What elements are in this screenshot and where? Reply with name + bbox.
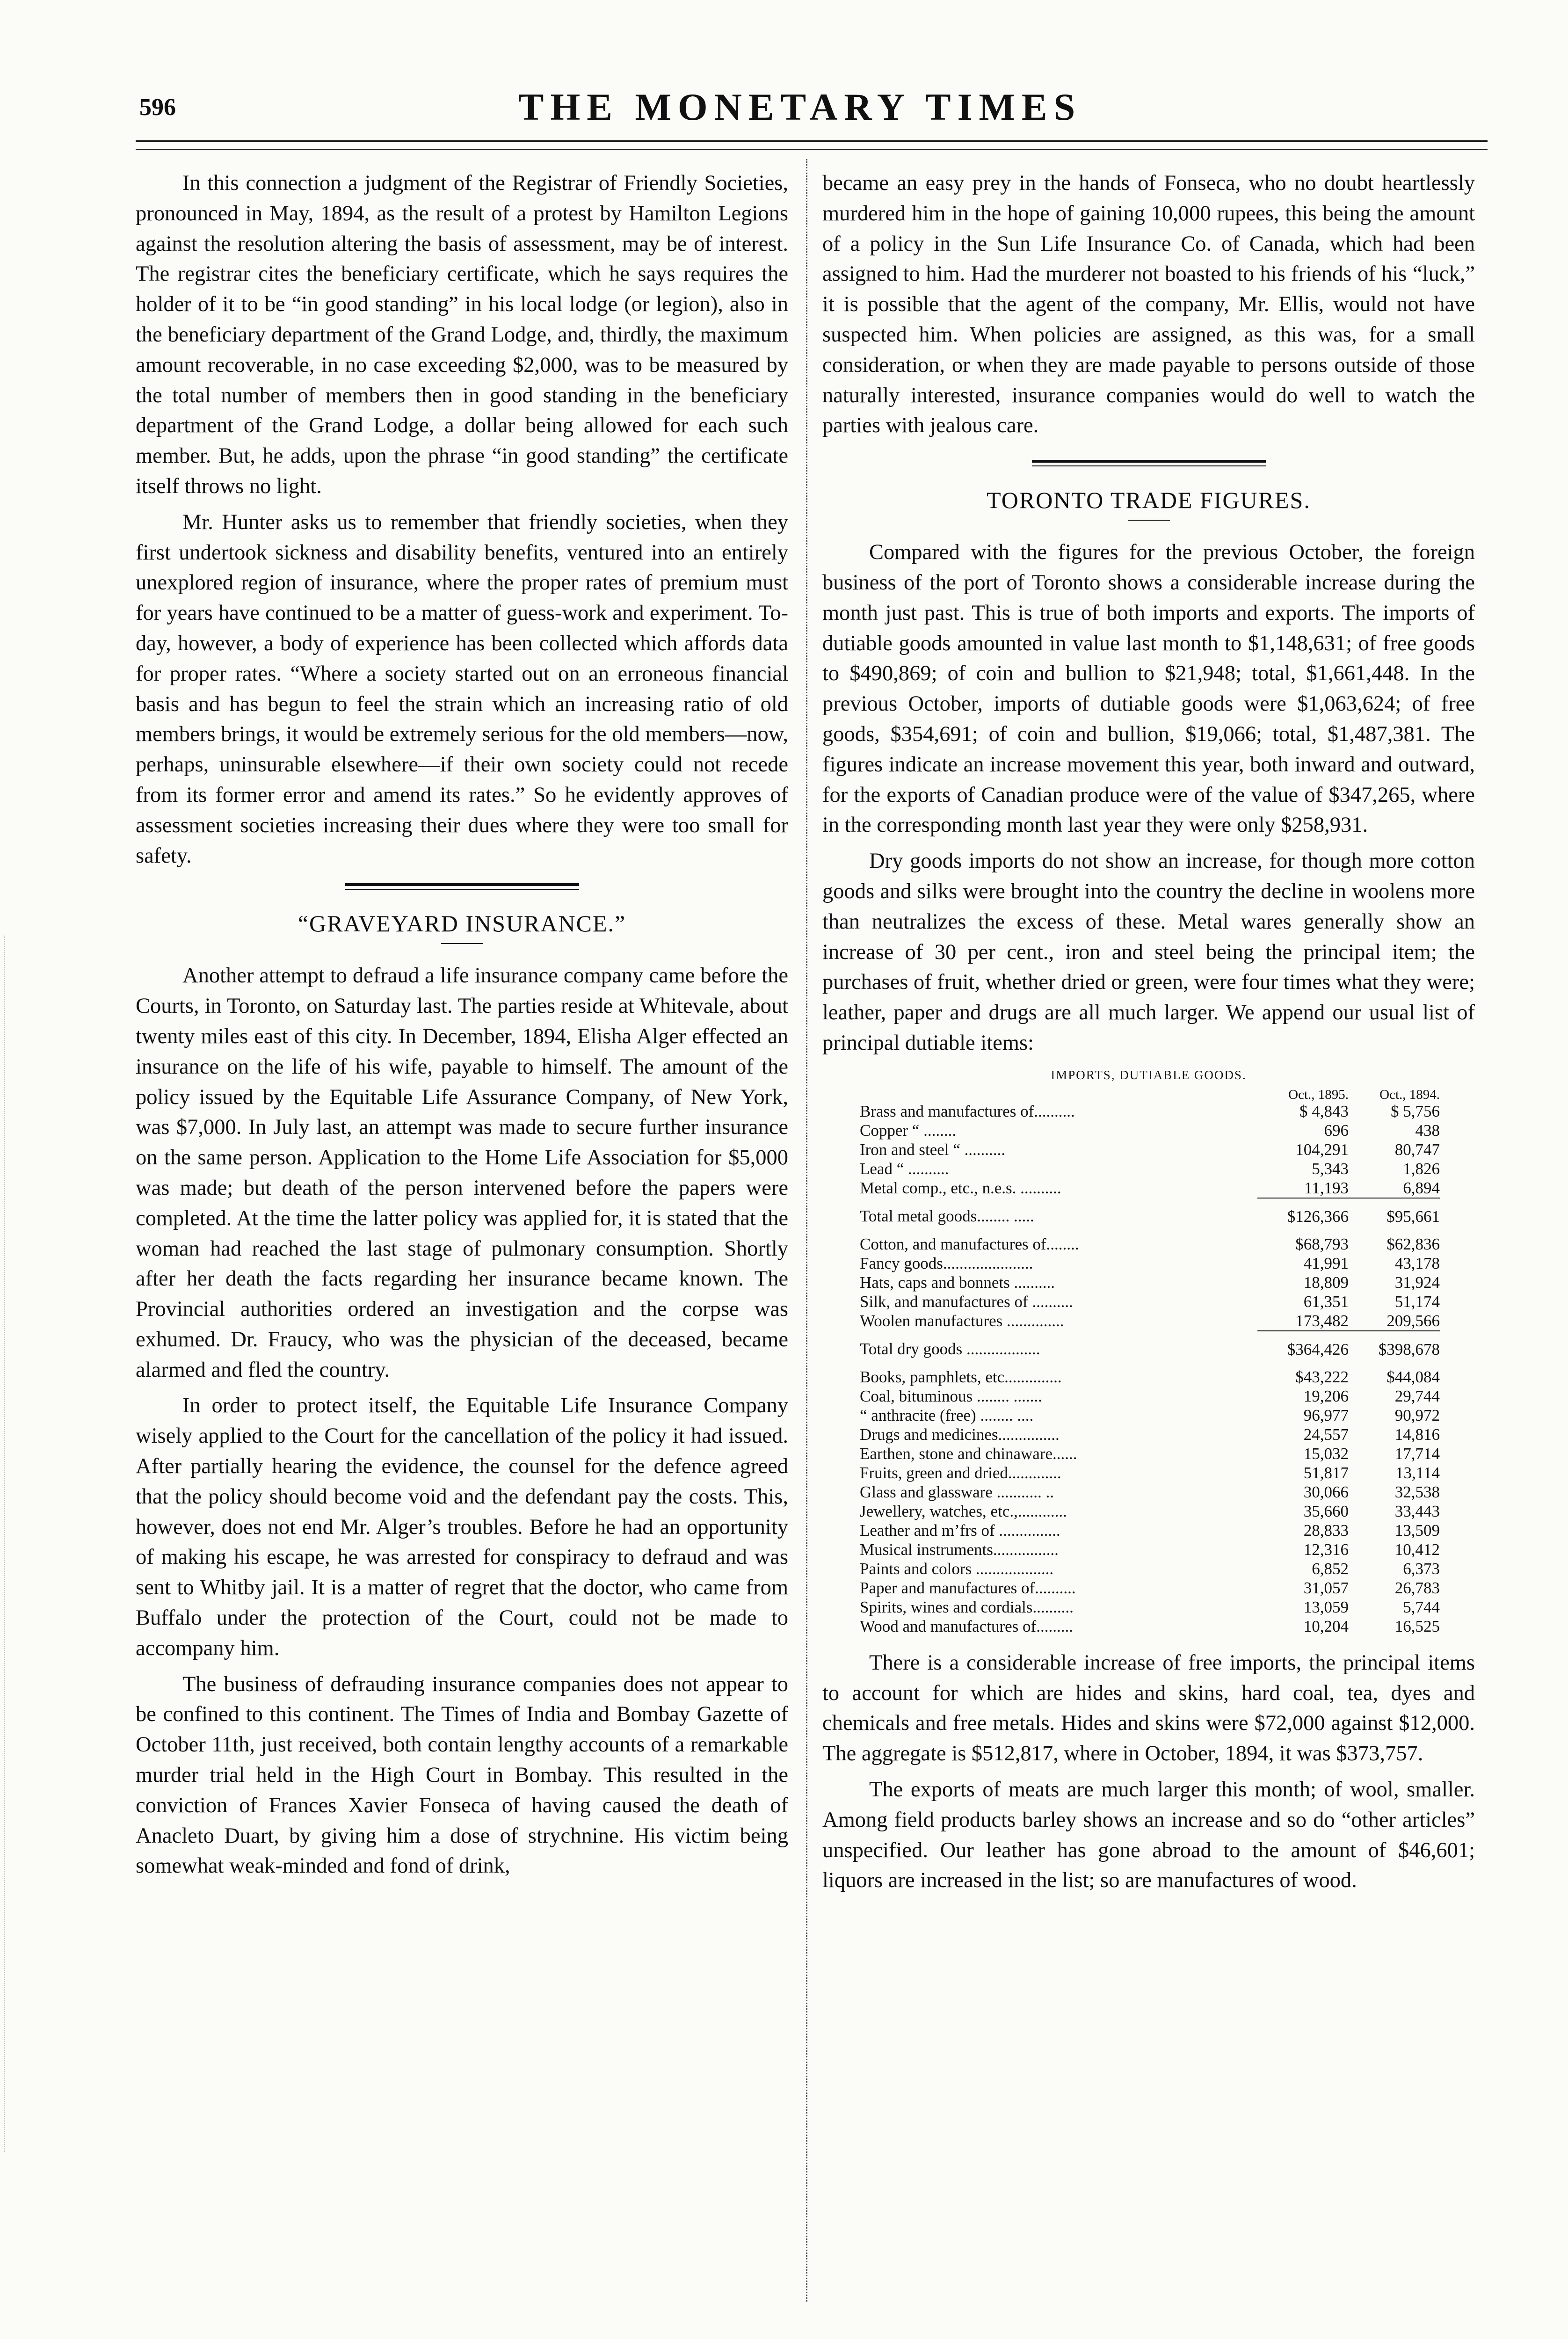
table-body (860, 1102, 1440, 1636)
value-1894: 1,826 (1403, 1159, 1440, 1178)
row-label: Metal comp., etc., n.e.s. .......... (860, 1178, 1061, 1197)
value-1894: 17,714 (1394, 1444, 1440, 1463)
table-row (860, 1559, 1440, 1578)
page-number: 596 (139, 94, 176, 121)
section-heading: “GRAVEYARD INSURANCE.” (298, 910, 626, 937)
header-rule-thin (136, 149, 1488, 150)
table-total-row (860, 1331, 1440, 1367)
table-row (860, 1367, 1440, 1387)
value-1895: $126,366 (1257, 1198, 1349, 1235)
value-1894: $44,084 (1387, 1367, 1440, 1386)
row-label: Total dry goods .................. (860, 1339, 1040, 1358)
value-1895: 173,482 (1295, 1311, 1349, 1330)
paragraph: The exports of meats are much larger this month; of wool, smaller. Among field products barley shows an increase and so do “other articles” unspecified. Our leather has gone abroad to the amount of $46,601; liquors are increased in the list; so are manufactures of wood. (822, 1777, 1475, 1893)
value-1895: 13,059 (1303, 1598, 1349, 1616)
column-divider (806, 159, 807, 2302)
row-label: Fruits, green and dried............. (860, 1463, 1061, 1482)
row-label: Wood and manufactures of......... (860, 1617, 1073, 1635)
section-separator (345, 883, 579, 890)
row-label: Cotton, and manufactures of........ (860, 1235, 1079, 1253)
right-column (822, 168, 1475, 1902)
value-1894: 90,972 (1394, 1406, 1440, 1424)
row-label: Silk, and manufactures of .......... (860, 1292, 1073, 1311)
value-1895: 11,193 (1304, 1178, 1349, 1197)
table-row (860, 1387, 1440, 1406)
table-row (860, 1406, 1440, 1425)
table-title: IMPORTS, DUTIABLE GOODS. (1051, 1068, 1247, 1082)
section-separator (1032, 460, 1266, 466)
heading-dash (1128, 520, 1170, 521)
value-1894: $95,661 (1349, 1198, 1440, 1235)
value-1895: 35,660 (1303, 1502, 1349, 1520)
table-row (860, 1521, 1440, 1540)
row-label: Glass and glassware ........... .. (860, 1482, 1054, 1501)
value-1895: $43,222 (1295, 1367, 1349, 1386)
table-row (860, 1482, 1440, 1502)
row-label: Drugs and medicines............... (860, 1425, 1060, 1444)
value-1894: 32,538 (1394, 1482, 1440, 1501)
table-row (860, 1617, 1440, 1636)
row-label: Brass and manufactures of.......... (860, 1102, 1075, 1120)
value-1894: 13,509 (1394, 1521, 1440, 1540)
paragraph: In order to protect itself, the Equitable Life Insurance Company wisely applied to the Court for the cancellation of the policy it had issued. After partially hearing the evidence, the counsel for the defence agreed that the policy should become void and the defendant pay the costs. This, however, does not end Mr. Alger’s troubles. Before he had an opportunity of making his escape, he was arrested for conspiracy to defraud and was sent to Whitby jail. It is a matter of regret that the doctor, who came from Buffalo under the protection of the Court, could not be made to accompany him. (136, 1394, 788, 1660)
row-label: Fancy goods...................... (860, 1254, 1033, 1272)
value-1895: 696 (1324, 1121, 1349, 1140)
column-header: Oct., 1895. (1288, 1087, 1349, 1102)
paragraph: In this connection a judgment of the Registrar of Friendly Societies, pronounced in May, 1894, as the result of a protest by Hamilton Legions against the resolution altering the basis of assessment, may be of interest. The registrar cites the beneficiary certificate, which he says requires the holder of it to be “in good standing” in his local lodge (or legion), also in the beneficiary department of the Grand Lodge, and, thirdly, the maximum amount recoverable, in no case exceeding $2,000, was to be measured by the total number of members then in good standing in the beneficiary department of the Grand Lodge, a dollar being allowed for each such member. But, he adds, upon the phrase “in good standing” the certificate itself throws no light. (136, 171, 788, 498)
table-row (860, 1463, 1440, 1482)
table-total-row (860, 1198, 1440, 1235)
paragraph: became an easy prey in the hands of Fonseca, who no doubt heartlessly murdered him in the hope of gaining 10,000 rupees, this being the amount of a policy in the Sun Life Insurance Co. of Canada, which had been assigned to him. Had the murderer not boasted to his friends of his “luck,” it is possible that the agent of the company, Mr. Ellis, would not have suspected him. When policies are assigned, as this was, for a small consideration, or when they are made payable to persons outside of those naturally interested, insurance companies would do well to watch the parties with jealous care. (822, 171, 1475, 438)
value-1895: 51,817 (1303, 1463, 1349, 1482)
table-row (860, 1121, 1440, 1140)
masthead: THE MONETARY TIMES (518, 86, 1082, 128)
row-label: Paper and manufactures of.......... (860, 1578, 1076, 1597)
row-label: Earthen, stone and chinaware...... (860, 1444, 1077, 1463)
value-1895: 104,291 (1295, 1140, 1349, 1159)
value-1894: 438 (1415, 1121, 1440, 1140)
value-1895: 61,351 (1303, 1292, 1349, 1311)
value-1894: 16,525 (1394, 1617, 1440, 1635)
value-1895: 15,032 (1303, 1444, 1349, 1463)
table-row (860, 1598, 1440, 1617)
left-column (136, 168, 788, 1887)
value-1895: 31,057 (1303, 1578, 1349, 1597)
table-row (860, 1311, 1440, 1331)
value-1895: 10,204 (1303, 1617, 1349, 1635)
value-1894: 43,178 (1394, 1254, 1440, 1272)
row-label: Books, pamphlets, etc.............. (860, 1367, 1062, 1386)
heading-dash (441, 943, 483, 944)
value-1894: 209,566 (1387, 1311, 1440, 1330)
table-row (860, 1578, 1440, 1598)
value-1895: 28,833 (1303, 1521, 1349, 1540)
value-1894: 51,174 (1394, 1292, 1440, 1311)
row-label: “ anthracite (free) ........ .... (860, 1406, 1034, 1424)
paragraph: Compared with the figures for the previous October, the foreign business of the port of Toronto shows a considerable increase during the month just past. This is true of both imports and exports. The imports of dutiable goods amounted in value last month to $1,148,631; of free goods to $490,869; of coin and bullion to $21,948; total, $1,661,448. In the previous October, imports of dutiable goods were $1,063,624; of free goods, $354,691; of coin and bullion, $19,066; total, $1,487,381. The figures indicate an increase movement this year, both inward and outward, for the exports of Canadian produce were of the value of $347,265, where in the corresponding month last year they were only $258,931. (822, 540, 1475, 837)
paragraph: Dry goods imports do not show an increase, for though more cotton goods and silks were brought into the country the decline in woolens more than neutralizes the excess of these. Metal wares generally show an increase of 30 per cent., iron and steel being the principal item; the purchases of fruit, whether dried or green, were four times what they were; leather, paper and drugs are all much larger. We append our usual list of principal dutiable items: (822, 849, 1475, 1055)
imports-table (860, 1088, 1440, 1636)
header-rule (136, 140, 1488, 142)
paragraph: Another attempt to defraud a life insurance company came before the Courts, in Toronto, on Saturday last. The parties reside at Whitevale, about twenty miles east of this city. In December, 1894, Elisha Alger effected an insurance on the life of his wife, payable to himself. The amount of the policy issued by the Equitable Life Assurance Company, of New York, was $7,000. In July last, an attempt was made to secure further insurance on the same person. Application to the Home Life Association for $5,000 was made; but death of the person intervened before the papers were completed. At the time the latter policy was applied for, it is stated that the woman had reached the last stage of pulmonary consumption. Shortly after her death the facts regarding her insurance became known. The Provincial authorities ordered an investigation and the corpse was exhumed. Dr. Fraucy, who was the physician of the deceased, became alarmed and fled the country. (136, 964, 788, 1382)
table-row (860, 1235, 1440, 1254)
row-label: Jewellery, watches, etc.,............ (860, 1502, 1067, 1520)
value-1895: $68,793 (1295, 1235, 1349, 1253)
value-1894: 33,443 (1394, 1502, 1440, 1520)
value-1894: 6,894 (1403, 1178, 1440, 1197)
row-label: Copper “ ........ (860, 1121, 957, 1140)
row-label: Leather and m’frs of ............... (860, 1521, 1060, 1540)
table-row (860, 1178, 1440, 1198)
value-1895: $364,426 (1257, 1331, 1349, 1367)
table-row (860, 1140, 1440, 1159)
value-1894: 14,816 (1394, 1425, 1440, 1444)
value-1895: $ 4,843 (1299, 1102, 1349, 1120)
section-heading: TORONTO TRADE FIGURES. (987, 487, 1311, 514)
value-1895: 41,991 (1303, 1254, 1349, 1272)
table-row (860, 1540, 1440, 1559)
row-label: Paints and colors ................... (860, 1559, 1054, 1578)
value-1895: 24,557 (1303, 1425, 1349, 1444)
value-1894: 13,114 (1395, 1463, 1440, 1482)
page-edge-dots (4, 936, 7, 2152)
value-1895: 19,206 (1303, 1387, 1349, 1405)
row-label: Woolen manufactures .............. (860, 1311, 1064, 1330)
value-1895: 30,066 (1303, 1482, 1349, 1501)
paragraph: The business of defrauding insurance companies does not appear to be confined to this continent. The Times of India and Bombay Gazette of October 11th, just received, both contain lengthy accounts of a remarkable murder trial held in the High Court in Bombay. This resulted in the conviction of Frances Xavier Fonseca of having caused the death of Anacleto Duart, by giving him a dose of strychnine. His victim being somewhat weak-minded and fond of drink, (136, 1672, 788, 1878)
table-row (860, 1444, 1440, 1463)
paragraph: There is a considerable increase of free imports, the principal items to account for which are hides and skins, hard coal, tea, dyes and chemicals and free metals. Hides and skins were $72,000 against $12,000. The aggregate is $512,817, where in October, 1894, it was $373,757. (822, 1650, 1475, 1766)
value-1894: 31,924 (1394, 1273, 1440, 1292)
column-header: Oct., 1894. (1379, 1087, 1440, 1102)
value-1894: 29,744 (1394, 1387, 1440, 1405)
table-header-row (860, 1088, 1440, 1102)
value-1894: $398,678 (1349, 1331, 1440, 1367)
row-label: Spirits, wines and cordials.......... (860, 1598, 1074, 1616)
row-label: Lead “ .......... (860, 1159, 949, 1178)
paragraph: Mr. Hunter asks us to remember that friendly societies, when they first undertook sickness and disability benefits, ventured into an entirely unexplored region of insurance, where the proper rates of premium must for years have continued to be a matter of guess-work and experiment. To-day, however, a body of experience has been collected which affords data for proper rates. “Where a society started out on an erroneous financial basis and has begun to feel the strain which an increasing ratio of old members brings, it would be extremely serious for the old members—now, perhaps, uninsurable elsewhere—if their own society could not recede from its former error and amend its rates.” So he evidently approves of assessment societies increasing their dues where they were too small for safety. (136, 510, 788, 868)
table-row (860, 1159, 1440, 1178)
row-label: Hats, caps and bonnets .......... (860, 1273, 1055, 1292)
row-label: Coal, bituminous ........ ....... (860, 1387, 1042, 1405)
value-1894: 5,744 (1403, 1598, 1440, 1616)
value-1894: $62,836 (1387, 1235, 1440, 1253)
table-row (860, 1273, 1440, 1292)
table-row (860, 1102, 1440, 1121)
value-1895: 96,977 (1303, 1406, 1349, 1424)
value-1894: 6,373 (1403, 1559, 1440, 1578)
value-1895: 12,316 (1303, 1540, 1349, 1559)
value-1894: 26,783 (1394, 1578, 1440, 1597)
table-row (860, 1292, 1440, 1311)
value-1894: 80,747 (1394, 1140, 1440, 1159)
value-1894: 10,412 (1394, 1540, 1440, 1559)
value-1895: 18,809 (1303, 1273, 1349, 1292)
value-1895: 5,343 (1312, 1159, 1349, 1178)
row-label: Iron and steel “ .......... (860, 1140, 1006, 1159)
table-row (860, 1254, 1440, 1273)
table-row (860, 1425, 1440, 1444)
row-label: Total metal goods........ ..... (860, 1206, 1034, 1225)
value-1894: $ 5,756 (1391, 1102, 1440, 1120)
value-1895: 6,852 (1312, 1559, 1349, 1578)
table-row (860, 1502, 1440, 1521)
row-label: Musical instruments................ (860, 1540, 1059, 1559)
